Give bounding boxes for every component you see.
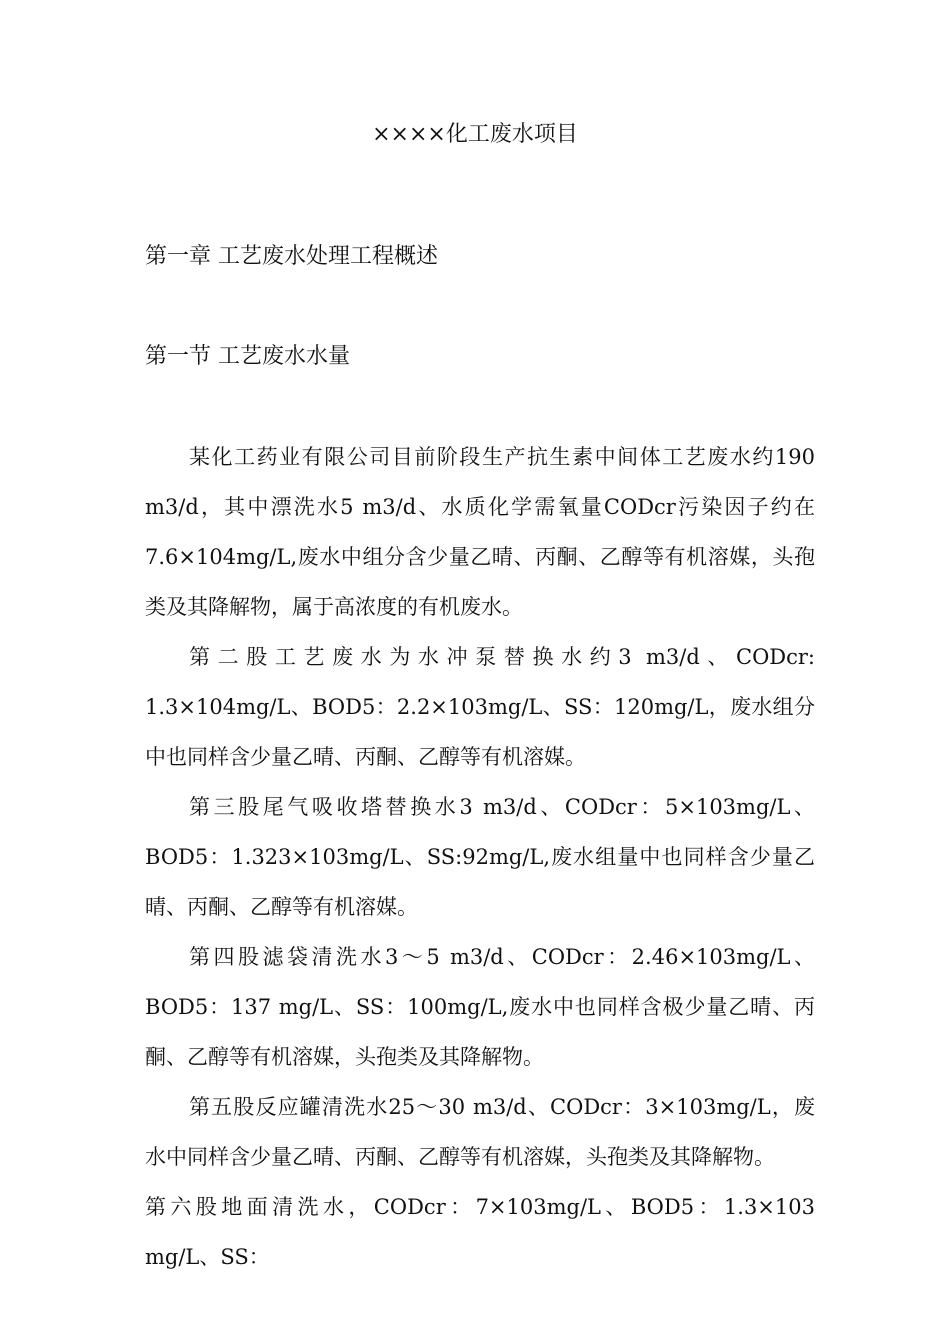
paragraph-2: 第二股工艺废水为水冲泵替换水约3 m3/d、CODcr: 1.3×104mg/L、BOD5：2.2×103mg/L、SS：120mg/L，废水组分中也同样含少量乙晴、丙酮、乙醇等有机溶媒。 (145, 645, 815, 769)
paragraph-1: 某化工药业有限公司目前阶段生产抗生素中间体工艺废水约190 m3/d，其中漂洗水5 m3/d、水质化学需氧量CODcr污染因子约在7.6×104mg/L,废水中组分含少量乙晴、丙酮、乙醇等有机溶媒，头孢类及其降解物，属于高浓度的有机废水。 (145, 445, 815, 619)
body-text (145, 432, 815, 1282)
paragraph-6: 第六股地面清洗水，CODcr：7×103mg/L、BOD5：1.3×103 mg/L、SS： (145, 1195, 815, 1269)
chapter-heading: 第一章 工艺废水处理工程概述 (145, 244, 438, 269)
section-heading: 第一节 工艺废水水量 (145, 344, 350, 369)
paragraph-4: 第四股滤袋清洗水3～5 m3/d、CODcr：2.46×103mg/L、BOD5：137 mg/L、SS：100mg/L,废水中也同样含极少量乙晴、丙酮、乙醇等有机溶媒，头孢类及其降解物。 (145, 945, 815, 1069)
document-title: ××××化工废水项目 (372, 122, 578, 147)
paragraph-3: 第三股尾气吸收塔替换水3 m3/d、CODcr：5×103mg/L、BOD5：1.323×103mg/L、SS:92mg/L,废水组量中也同样含少量乙晴、丙酮、乙醇等有机溶媒。 (145, 795, 815, 919)
paragraph-5: 第五股反应罐清洗水25～30 m3/d、CODcr：3×103mg/L，废水中同样含少量乙晴、丙酮、乙醇等有机溶媒，头孢类及其降解物。 (145, 1095, 815, 1169)
